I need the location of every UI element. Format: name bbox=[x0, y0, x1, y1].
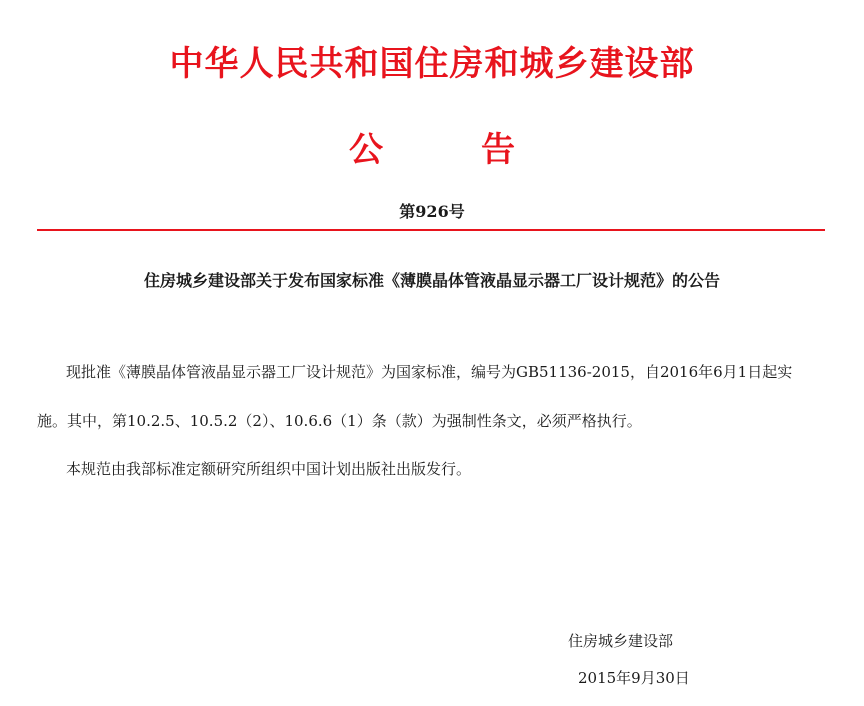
paragraph-2: 本规范由我部标准定额研究所组织中国计划出版社出版发行。 bbox=[66, 460, 472, 478]
document-subject: 住房城乡建设部关于发布国家标准《薄膜晶体管液晶显示器工厂设计规范》的公告 bbox=[143, 271, 720, 290]
red-divider bbox=[37, 229, 825, 231]
paragraph-1-line-2: 施。其中，第10.2.5、10.5.2（2）、10.6.6（1）条（款）为强制性条文，必须严格执行。 bbox=[37, 412, 642, 430]
issuer-title: 中华人民共和国住房和城乡建设部 bbox=[169, 44, 695, 84]
notice-number: 第926号 bbox=[399, 202, 465, 221]
notice-heading-char-2: 告 bbox=[481, 130, 515, 170]
notice-heading-char-1: 公 bbox=[349, 130, 383, 170]
paragraph-1-line-1: 现批准《薄膜晶体管液晶显示器工厂设计规范》为国家标准，编号为GB51136-2015，自2016年6月1日起实 bbox=[66, 363, 793, 381]
signature-organization: 住房城乡建设部 bbox=[568, 632, 674, 650]
signature-date: 2015年9月30日 bbox=[578, 669, 690, 687]
notice-heading bbox=[0, 126, 864, 174]
